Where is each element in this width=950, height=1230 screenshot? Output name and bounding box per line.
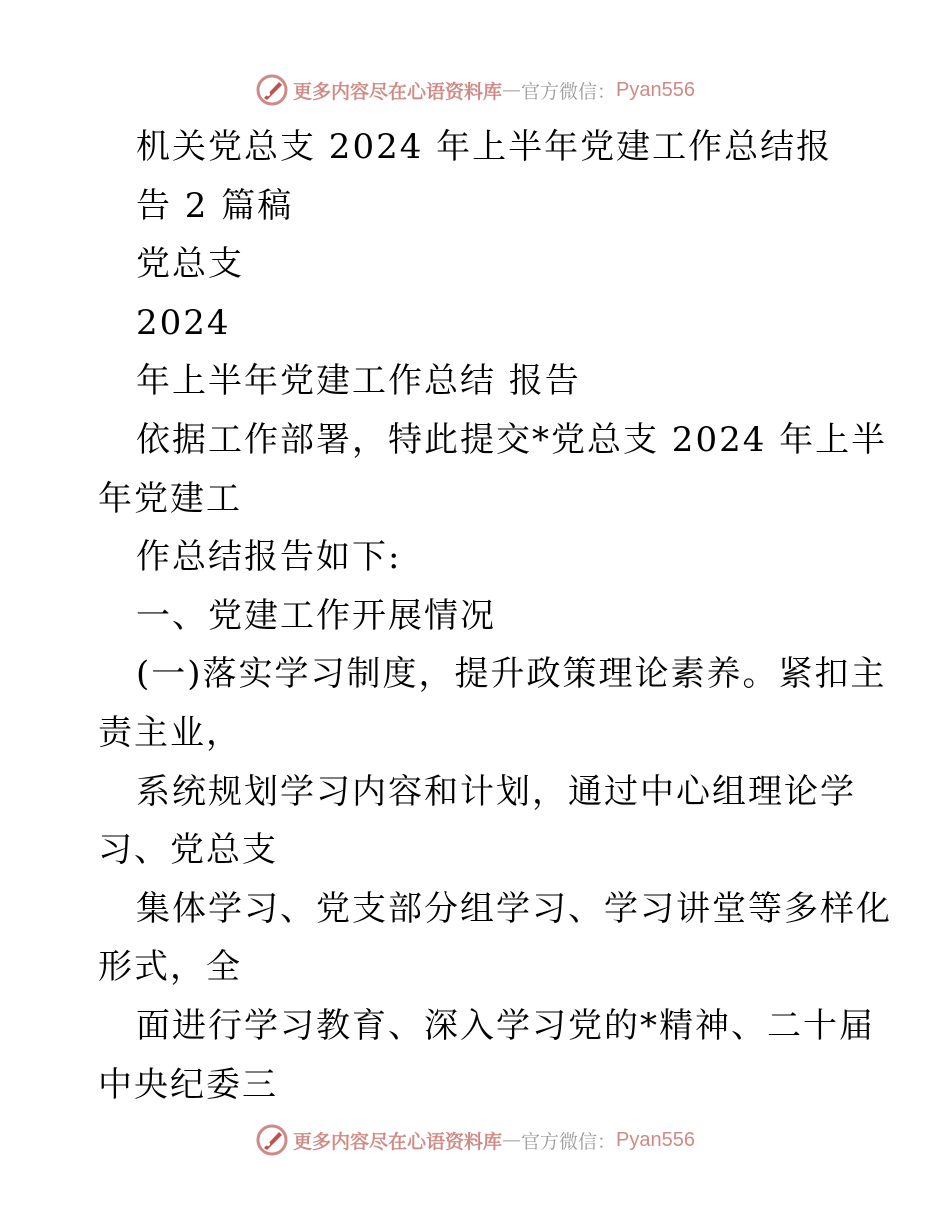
doc-line: 依据工作部署，特此提交*党总支 2024 年上半 bbox=[136, 419, 888, 460]
watermark-text: 更多内容尽在心语资料库 bbox=[293, 80, 503, 103]
watermark-dash: — bbox=[502, 1129, 522, 1151]
doc-line: 一、党建工作开展情况 bbox=[136, 595, 496, 636]
doc-line: 系统规划学习内容和计划，通过中心组理论学 bbox=[136, 771, 856, 812]
doc-line: 作总结报告如下: bbox=[136, 537, 402, 578]
doc-line: 中央纪委三 bbox=[98, 1064, 278, 1105]
pen-seal-icon bbox=[255, 73, 289, 107]
pen-seal-icon bbox=[255, 1123, 289, 1157]
doc-line: 习、党总支 bbox=[98, 830, 278, 871]
watermark-official-label: 官方微信： bbox=[521, 1130, 617, 1153]
doc-line: 党总支 bbox=[136, 244, 244, 285]
watermark-dash: — bbox=[502, 79, 522, 101]
watermark-footer bbox=[0, 1120, 950, 1160]
doc-line: 告 2 篇稿 bbox=[136, 185, 294, 226]
doc-line: 年党建工 bbox=[98, 478, 242, 519]
doc-line: 面进行学习教育、深入学习党的*精神、二十届 bbox=[136, 1005, 875, 1046]
doc-line: 责主业， bbox=[98, 712, 242, 753]
watermark-wechat-id: Pyan556 bbox=[616, 78, 695, 101]
watermark-header bbox=[0, 70, 950, 110]
doc-line: 集体学习、党支部分组学习、学习讲堂等多样化 bbox=[136, 888, 892, 929]
document-body bbox=[98, 118, 892, 1114]
doc-line: 形式，全 bbox=[98, 947, 242, 988]
watermark-text: 更多内容尽在心语资料库 bbox=[293, 1130, 503, 1153]
doc-line: 2024 bbox=[136, 302, 231, 343]
doc-line: 机关党总支 2024 年上半年党建工作总结报 bbox=[136, 127, 833, 167]
watermark-wechat-id: Pyan556 bbox=[616, 1128, 695, 1151]
watermark-official-label: 官方微信： bbox=[521, 80, 617, 103]
doc-line: (一)落实学习制度，提升政策理论素养。紧扣主 bbox=[136, 654, 887, 695]
doc-line: 年上半年党建工作总结 报告 bbox=[136, 361, 581, 402]
